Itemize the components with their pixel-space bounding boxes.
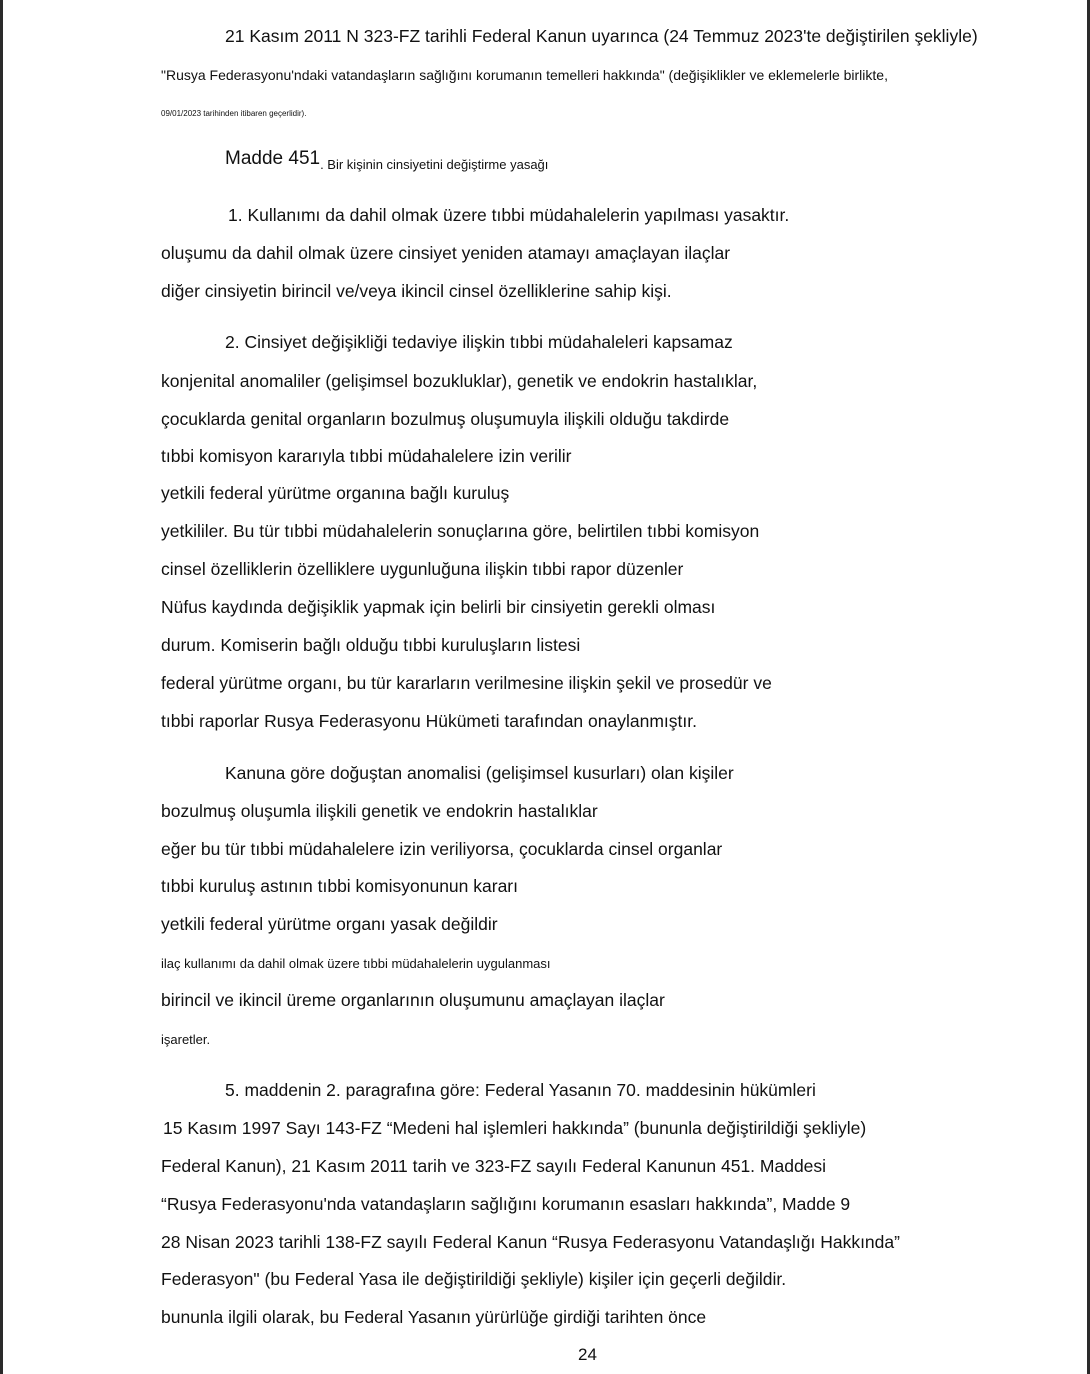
paragraph-2-line: yetkililer. Bu tür tıbbi müdahalelerin sonuçlarına göre, belirtilen tıbbi komisyon <box>161 521 760 541</box>
paragraph-2-line: konjenital anomaliler (gelişimsel bozukluklar), genetik ve endokrin hastalıklar, <box>161 371 758 391</box>
paragraph-3-line: yetkili federal yürütme organı yasak değildir <box>161 914 498 934</box>
paragraph-3-line: birincil ve ikincil üreme organlarının oluşumunu amaçlayan ilaçlar <box>161 990 665 1010</box>
paragraph-2-line: Nüfus kaydında değişiklik yapmak için belirli bir cinsiyetin gerekli olması <box>161 597 716 617</box>
paragraph-2-line: çocuklarda genital organların bozulmuş oluşumuyla ilişkili olduğu takdirde <box>161 409 730 429</box>
paragraph-3-line: ilaç kullanımı da dahil olmak üzere tıbbi müdahalelerin uygulanması <box>161 956 551 971</box>
paragraph-4-line: bununla ilgili olarak, bu Federal Yasanın yürürlüğe girdiği tarihten önce <box>161 1307 707 1327</box>
header-line-3: 09/01/2023 tarihinden itibaren geçerlidir). <box>161 109 307 118</box>
paragraph-4-line: Federal Kanun), 21 Kasım 2011 tarih ve 323-FZ sayılı Federal Kanunun 451. Maddesi <box>161 1156 827 1176</box>
article-heading <box>225 148 549 172</box>
paragraph-4-line: 15 Kasım 1997 Sayı 143-FZ “Medeni hal işlemleri hakkında” (bununla değiştirildiği şekliyle) <box>163 1118 867 1138</box>
header-line-1: 21 Kasım 2011 N 323-FZ tarihli Federal Kanun uyarınca (24 Temmuz 2023'te değiştirilen şekliyle) <box>225 26 978 46</box>
paragraph-3-line: eğer bu tür tıbbi müdahalelere izin veriliyorsa, çocuklarda cinsel organlar <box>161 839 723 859</box>
header-line-2: "Rusya Federasyonu'ndaki vatandaşların sağlığını korumanın temelleri hakkında" (değişiklikler ve eklemelerle birlikte, <box>161 67 888 83</box>
paragraph-3-line: Kanuna göre doğuştan anomalisi (gelişimsel kusurları) olan kişiler <box>225 763 734 783</box>
page-number: 24 <box>578 1345 597 1364</box>
paragraph-1-line: oluşumu da dahil olmak üzere cinsiyet yeniden atamayı amaçlayan ilaçlar <box>161 243 731 263</box>
paragraph-3-line: işaretler. <box>161 1032 211 1047</box>
paragraph-2-line: cinsel özelliklerin özelliklere uygunluğuna ilişkin tıbbi rapor düzenler <box>161 559 684 579</box>
paragraph-2-line: tıbbi raporlar Rusya Federasyonu Hükümeti tarafından onaylanmıştır. <box>161 711 697 731</box>
paragraph-1-line: 1. Kullanımı da dahil olmak üzere tıbbi müdahalelerin yapılması yasaktır. <box>228 205 790 225</box>
paragraph-1-line: diğer cinsiyetin birincil ve/veya ikincil cinsel özelliklerine sahip kişi. <box>161 281 672 301</box>
article-number: Madde 451 <box>225 148 321 169</box>
paragraph-2-line: 2. Cinsiyet değişikliği tedaviye ilişkin tıbbi müdahaleleri kapsamaz <box>225 332 733 352</box>
paragraph-2-line: yetkili federal yürütme organına bağlı kuruluş <box>161 483 510 503</box>
paragraph-4-line: “Rusya Federasyonu'nda vatandaşların sağlığını korumanın esasları hakkında”, Madde 9 <box>161 1194 851 1214</box>
article-title: . Bir kişinin cinsiyetini değiştirme yasağı <box>320 157 549 172</box>
paragraph-4-line: Federasyon" (bu Federal Yasa ile değiştirildiği şekliyle) kişiler için geçerli değildir. <box>161 1269 787 1289</box>
paragraph-2-line: durum. Komiserin bağlı olduğu tıbbi kuruluşların listesi <box>161 635 581 655</box>
paragraph-3-line: bozulmuş oluşumla ilişkili genetik ve endokrin hastalıklar <box>161 801 598 821</box>
paragraph-3-line: tıbbi kuruluş astının tıbbi komisyonunun kararı <box>161 876 518 896</box>
paragraph-4-line: 28 Nisan 2023 tarihli 138-FZ sayılı Federal Kanun “Rusya Federasyonu Vatandaşlığı Hakkında” <box>161 1232 900 1252</box>
paragraph-2-line: federal yürütme organı, bu tür kararların verilmesine ilişkin şekil ve prosedür ve <box>161 673 772 693</box>
paragraph-2-line: tıbbi komisyon kararıyla tıbbi müdahalelere izin verilir <box>161 446 572 466</box>
paragraph-4-line: 5. maddenin 2. paragrafına göre: Federal Yasanın 70. maddesinin hükümleri <box>225 1080 816 1100</box>
